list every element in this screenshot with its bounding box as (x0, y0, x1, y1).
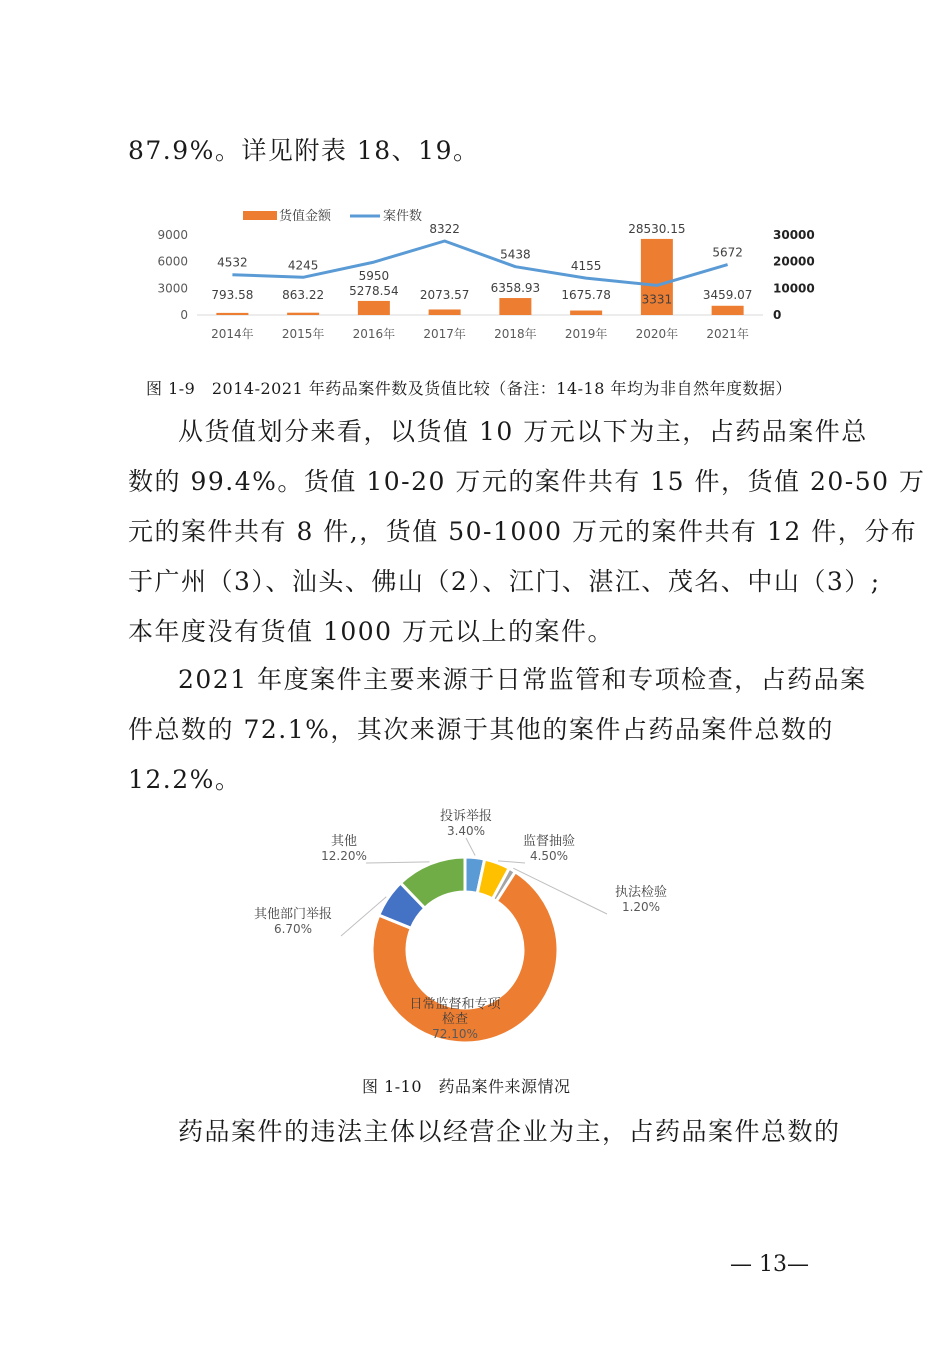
category-label: 2016年 (352, 327, 396, 341)
figure-caption-2: 图 1-10 药品案件来源情况 (362, 1077, 571, 1096)
bar-data-label: 1675.78 (561, 288, 611, 302)
line-data-label: 3331 (641, 292, 673, 307)
paragraph-value-distribution (128, 407, 926, 657)
line-data-label: 4155 (570, 259, 602, 274)
text-line: 件总数的 72.1%，其次来源于其他的案件占药品案件总数的 (128, 715, 834, 744)
slice-percent-label: 12.20% (321, 849, 367, 863)
bar-data-label: 5278.54 (349, 283, 399, 298)
right-axis-tick: 30000 (773, 228, 815, 242)
slice-name-label: 执法检验 (614, 885, 668, 900)
bar (287, 313, 319, 315)
category-label: 2020年 (635, 327, 679, 341)
category-label: 2015年 (281, 327, 325, 341)
figure-caption-1: 图 1-9 2014-2021 年药品案件数及货值比较（备注：14-18 年均为非自然年度数据） (146, 379, 792, 398)
slice-labels (254, 808, 667, 1041)
category-labels (211, 326, 749, 341)
category-label: 2017年 (423, 327, 466, 341)
leader-line (498, 861, 525, 863)
slice-name-label: 其他 (330, 834, 358, 849)
slice-percent-label: 6.70% (273, 922, 313, 936)
legend-bar-swatch (243, 211, 277, 220)
slice-percent-label: 1.20% (621, 900, 661, 914)
bar (216, 313, 248, 315)
text-line: 元的案件共有 8 件,，货值 50-1000 万元的案件共有 12 件，分布 (128, 517, 918, 546)
text-line: 于广州（3）、汕头、佛山（2）、江门、湛江、茂名、中山（3）; (128, 567, 881, 596)
paragraph-case-source (128, 655, 867, 805)
category-label: 2018年 (494, 327, 537, 341)
paragraph-subjects (128, 1107, 841, 1157)
category-label: 2014年 (211, 327, 254, 341)
bar-data-label: 863.22 (282, 288, 325, 302)
slice-name-label: 日常监督和专项 (409, 997, 501, 1012)
donut-chart (0, 800, 952, 1060)
line-data-label: 4245 (287, 258, 319, 273)
slice-percent-label: 4.50% (529, 849, 569, 863)
slice-percent-label: 72.10% (432, 1027, 478, 1041)
bar (712, 306, 744, 315)
bar-data-label: 3459.07 (702, 288, 753, 302)
legend-line-label: 案件数 (383, 209, 423, 224)
bar-line-chart (0, 205, 952, 345)
bar (570, 311, 602, 315)
text-line: 2021 年度案件主要来源于日常监管和专项检查，占药品案 (178, 665, 867, 694)
line-data-label: 5950 (358, 269, 390, 284)
text-line: 87.9%。详见附表 18、19。 (128, 136, 480, 165)
bar (499, 298, 531, 315)
chart-legend (243, 208, 422, 224)
bar-data-label: 793.58 (211, 288, 254, 302)
leader-line (366, 862, 430, 863)
left-axis-tick: 9000 (157, 228, 188, 242)
bar-data-label: 6358.93 (490, 281, 541, 296)
slice-name-label: 检查 (441, 1012, 469, 1027)
text-line: 从货值划分来看，以货值 10 万元以下为主，占药品案件总 (178, 417, 868, 446)
bar-data-label: 2073.57 (419, 288, 470, 302)
leader-line (466, 838, 475, 856)
text-line: 药品案件的违法主体以经营企业为主，占药品案件总数的 (178, 1117, 841, 1146)
left-axis-tick: 0 (180, 308, 188, 322)
slice-name-label: 其他部门举报 (253, 907, 333, 922)
line-data-label: 5672 (712, 245, 743, 260)
top-line (128, 126, 828, 176)
left-axis-tick: 6000 (157, 254, 188, 269)
text-line: 12.2%。 (128, 765, 242, 794)
category-label: 2021年 (706, 327, 749, 341)
right-axis-tick: 20000 (773, 254, 815, 269)
slice-name-label: 监督抽验 (522, 834, 576, 849)
left-axis-tick: 3000 (157, 281, 188, 296)
line-data-label: 5438 (500, 247, 531, 262)
right-axis-tick: 10000 (773, 281, 815, 296)
bar (429, 309, 461, 315)
text-line: 本年度没有货值 1000 万元以上的案件。 (128, 617, 615, 646)
legend-bar-label: 货值金额 (279, 209, 332, 224)
page-number: — 13— (730, 1252, 809, 1277)
text-line: 数的 99.4%。货值 10-20 万元的案件共有 15 件，货值 20-50 万 (128, 467, 926, 496)
category-label: 2019年 (564, 327, 608, 341)
line-data-label: 4532 (217, 255, 248, 270)
right-axis-tick: 0 (773, 308, 782, 322)
slice-percent-label: 3.40% (446, 824, 486, 838)
slice-name-label: 投诉举报 (439, 809, 493, 824)
bar (358, 301, 390, 315)
line-data-label: 8322 (429, 222, 460, 237)
bar-data-label: 28530.15 (628, 221, 686, 236)
